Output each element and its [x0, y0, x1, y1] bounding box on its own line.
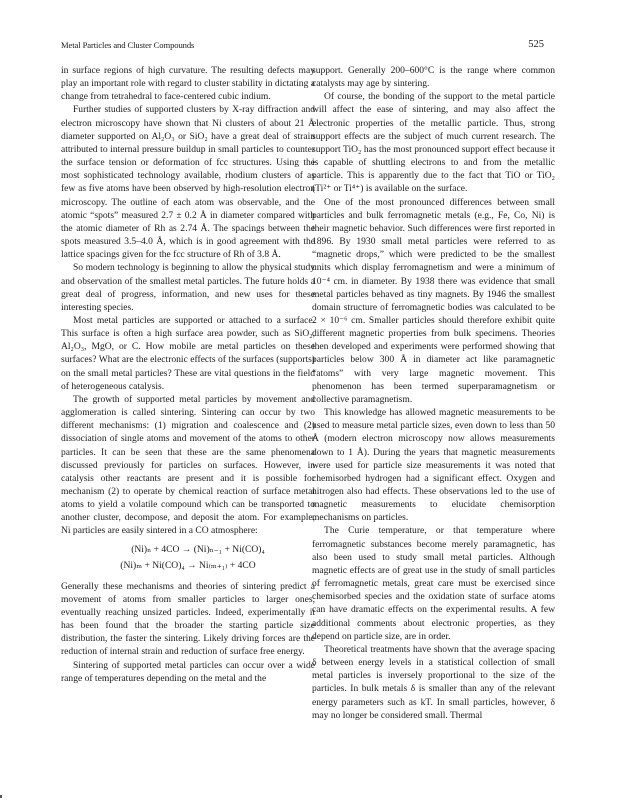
right-column	[312, 64, 555, 722]
paragraph: Further studies of supported clusters by X-ray diffraction and electron microscopy have shown that Ni clusters of about 21 Å diameter supported on Al₂O₃ or SiO₂ have a great deal of strain attributed to internal pressure buildup in small particles to counter the surface tension or deformation of fcc structures. Using the most sophisticated technology available, rhodium clusters of as few as five atoms have been observed by high-resolution electron microscopy. The outline of each atom was observable, and the atomic “spots” measured 2.7 ± 0.2 Å in diameter compared with the atomic diameter of Rh as 2.74 Å. The spacings between the spots measured 3.5–4.0 Å, which is in good agreement with the lattice spacings given for the fcc structure of Rh of 3.8 Å.	[61, 104, 315, 261]
equation-block	[61, 542, 315, 574]
paragraph: Theoretical treatments have shown that the average spacing δ between energy levels in a statistical collection of small metal particles is inversely proportional to the size of the particles. In bulk metals δ is smaller than any of the relevant energy parameters such as kT. In small particles, however, δ may no longer be considered small. Thermal	[312, 643, 555, 721]
paragraph: So modern technology is beginning to allow the physical study and observation of the smallest metal particles. The future holds a great deal of progress, information, and new uses for these interesting species.	[61, 262, 315, 313]
page-number: 525	[528, 39, 544, 50]
paragraph: The growth of supported metal particles by movement and agglomeration is called sintering. Sintering can occur by two different mechanisms: (1) migration and coalescence and (2) dissociation of single atoms and movement of the atoms to other particles. It can be seen that these are the same phenomena discussed previously for particles on surfaces. However, in catalysis other reactants are present and it is possible for mechanism (2) to operate by chemical reaction of surface metal atoms to yield a volatile compound which can be transported to another cluster, decompose, and deposit the atom. For example, Ni particles are easily sintered in a CO atmosphere:	[61, 393, 315, 537]
paragraph: support. Generally 200–600°C is the range where common catalysts may age by sintering.	[312, 65, 555, 90]
equation: (Ni)ₘ + Ni(CO)₄ → Ni₍ₘ₊₁₎ + 4CO	[120, 559, 256, 571]
paragraph: This knowledge has allowed magnetic measurements to be used to measure metal particle sizes, even down to less than 50 Å (modern electron microscopy now allows measurements down to 1 Å). During the years that magnetic measurements were used for particle size measurements it was noted that chemisorbed hydrogen had a significant effect. Oxygen and nitrogen also had effects. These observations led to the use of magnetic measurements to elucidate chemisorption mechanisms on particles.	[312, 407, 555, 524]
running-title: Metal Particles and Cluster Compounds	[61, 40, 195, 50]
paragraph: Generally these mechanisms and theories of sintering predict a movement of atoms from smaller particles to larger ones, eventually reaching unsized particles. Indeed, experimentally it has been found that the broader the starting particle size distribution, the faster the sintering. Likely driving forces are the reduction of internal strain and reduction of surface free energy.	[61, 580, 315, 658]
page-header	[61, 40, 544, 54]
paragraph: Most metal particles are supported or attached to a surface. This surface is often a high surface area powder, such as SiO₂, Al₂O₃, MgO, or C. How mobile are metal particles on these surfaces? What are the electronic effects of the surfaces (supports) on the small metal particles? These are vital questions in the field of heterogeneous catalysis.	[61, 314, 315, 392]
paragraph: One of the most pronounced differences between small particles and bulk ferromagnetic metals (e.g., Fe, Co, Ni) is their magnetic behavior. Such differences were first reported in 1896. By 1930 small metal particles were referred to as “magnetic drops,” which were predicted to be the smallest units which display ferromagnetism and were a minimum of 10⁻⁴ cm. in diameter. By 1938 there was evidence that small metal particles behaved as tiny magnets. By 1946 the smallest domain structure of ferromagnetic bodies was calculated to be 2 × 10⁻⁶ cm. Smaller particles should therefore exhibit quite different magnetic properties from bulk specimens. Theories then developed and experiments were performed showing that particles below 300 Å in diameter act like paramagnetic “atoms” with very large magnetic movement. This phenomenon has been termed superparamagnetism or collective paramagnetism.	[312, 196, 555, 405]
equation: (Ni)ₙ + 4CO → (Ni)ₙ₋₁ + Ni(CO)₄	[131, 543, 265, 555]
paragraph: Sintering of supported metal particles can occur over a wide range of temperatures depending on the metal and the	[61, 659, 315, 684]
left-column	[61, 64, 315, 685]
paragraph: in surface regions of high curvature. The resulting defects may play an important role with regard to cluster stability in dictating a change from tetrahedral to face-centered cubic indium.	[61, 65, 315, 103]
paragraph: Of course, the bonding of the support to the metal particle will affect the ease of sintering, and may also affect the electronic properties of the metallic particle. Thus, strong support effects are the subject of much current research. The support TiO₂ has the most pronounced support effect because it is capable of shuttling electrons to and from the metallic particle. This is apparently due to the fact that TiO or TiO₂ (Ti²⁺ or Ti⁴⁺) is available on the surface.	[312, 91, 555, 195]
scan-margin-mark	[0, 795, 2, 798]
paragraph: The Curie temperature, or that temperature where ferromagnetic substances become merely paramagnetic, has also been used to study small metal particles. Although magnetic effects are of great use in the study of small particles of ferromagnetic metals, great care must be exercised since chemisorbed species and the oxidation state of surface atoms can have dramatic effects on the experimental results. A few additional comments about electronic properties, as they depend on particle size, are in order.	[312, 525, 555, 642]
